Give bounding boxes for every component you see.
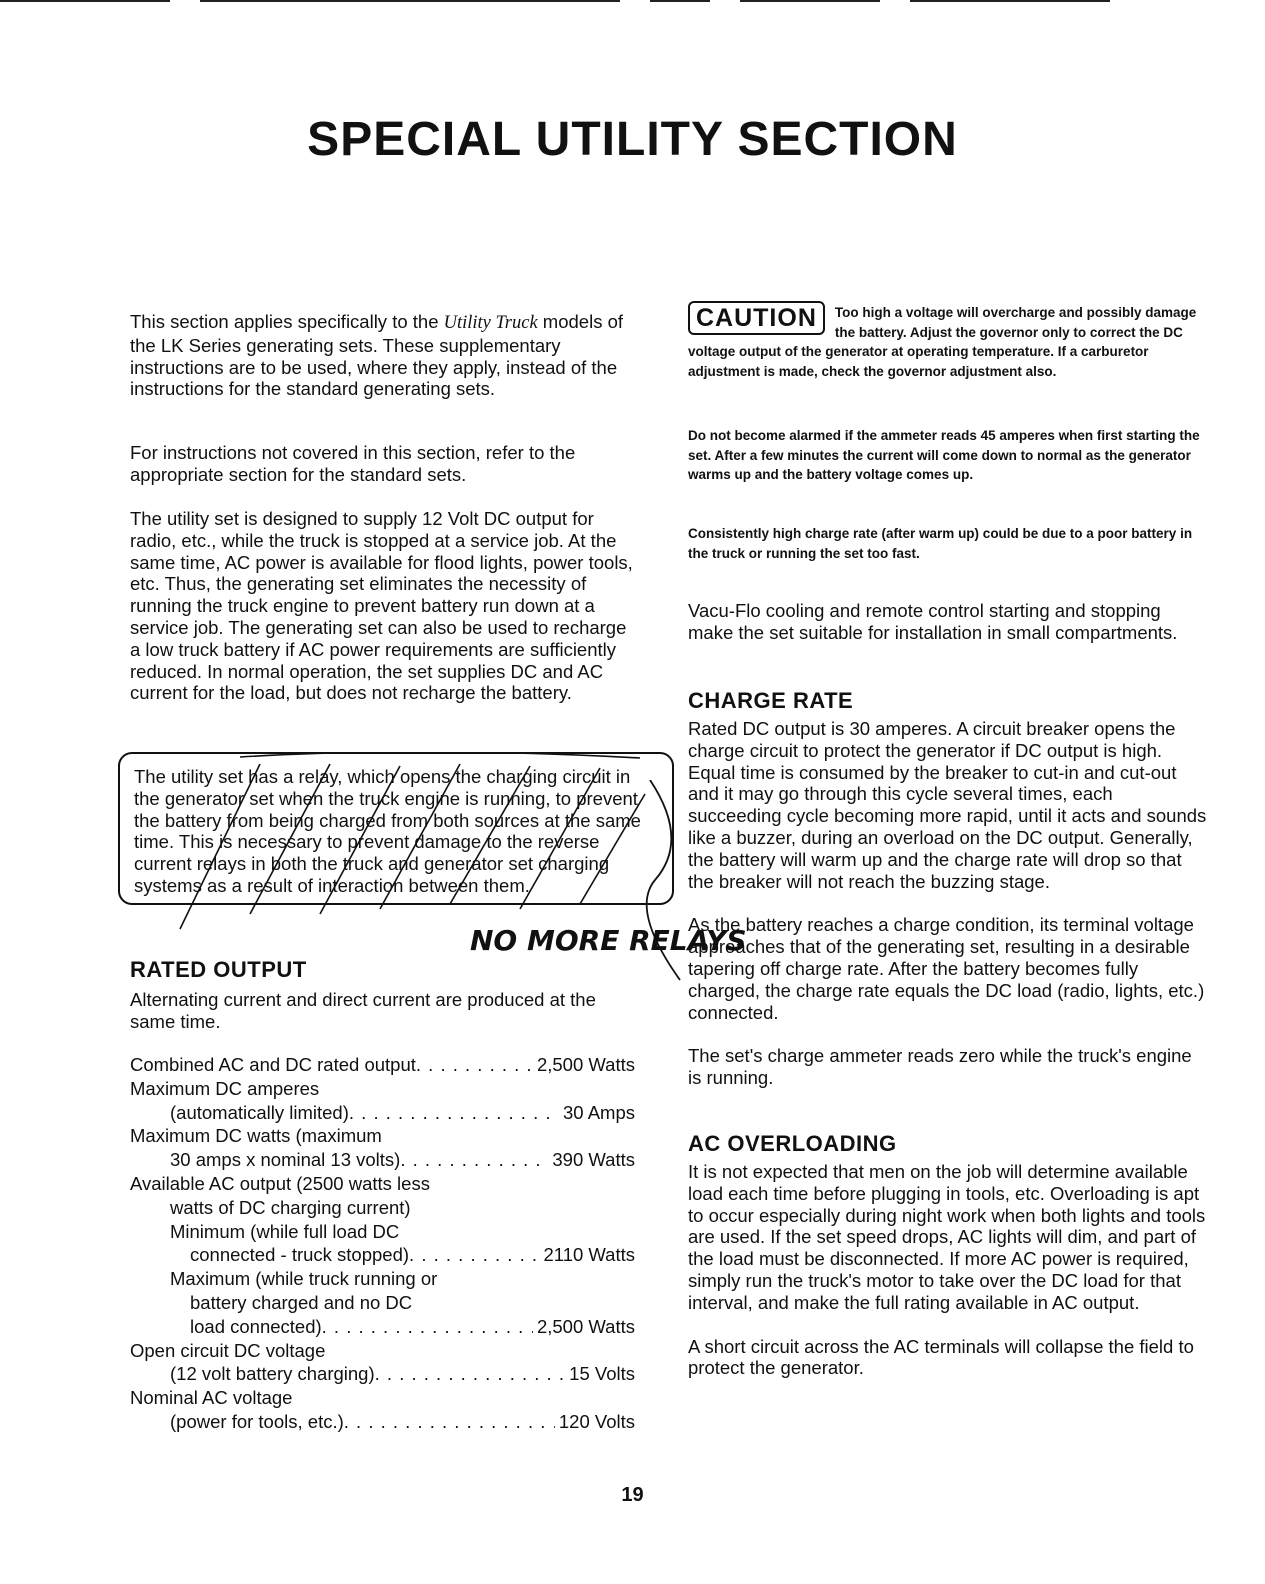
spec-label: Maximum DC amperes [130, 1077, 320, 1099]
page-title: SPECIAL UTILITY SECTION [307, 113, 958, 166]
relay-note-box [130, 752, 641, 905]
spec-label: (12 volt battery charging) [170, 1363, 375, 1385]
rated-output-section [130, 957, 635, 1033]
spec-label: (automatically limited) [170, 1101, 349, 1123]
relay-text: The utility set has a relay, which opens the charging circuit in the generator set when the truck engine is running, to prevent the battery from being charged from both sources at the same time. This is necessary to prevent damage to the reverse current relays in both the truck and generator set charging systems as a result of interaction between them. [134, 766, 641, 896]
alarm-note [688, 426, 1208, 485]
spec-label: load connected) [190, 1315, 322, 1337]
spec-row [130, 1124, 635, 1148]
spec-row [130, 1148, 635, 1172]
spec-label: Maximum (while truck running or [170, 1268, 438, 1290]
spec-value: 15 Volts [569, 1363, 635, 1385]
spec-row [130, 1220, 635, 1244]
caution-text: Too high a voltage will overcharge and possibly damage the battery. Adjust the governor only to correct the DC voltage output of the generator at operating temperature. If a carburetor adjustment is made, check the governor adjustment also. [688, 305, 1197, 379]
spec-leader-dots [349, 1101, 559, 1125]
intro-paragraph [130, 311, 635, 400]
caution-block [688, 303, 1208, 381]
charge-rate-section [688, 688, 1208, 1089]
spec-row [130, 1172, 635, 1196]
spec-row [130, 1315, 635, 1339]
top-rule [0, 0, 1265, 3]
spec-label: Combined AC and DC rated output [130, 1054, 416, 1075]
rated-output-text: Alternating current and direct current are produced at the same time. [130, 989, 596, 1032]
spec-row [130, 1196, 635, 1220]
page-number: 19 [621, 1484, 644, 1506]
spec-row [130, 1077, 635, 1101]
spec-label: watts of DC charging current) [170, 1196, 411, 1218]
spec-label: 30 amps x nominal 13 volts) [170, 1149, 401, 1171]
intro-text-end: models of the LK Series generating sets. These supplementary instructions are to be used, where they apply, instead of the instructions for the standard generating sets. [130, 311, 624, 400]
spec-label: Available AC output (2500 watts less [130, 1172, 430, 1194]
spec-label: battery charged and no DC [190, 1291, 413, 1313]
vacuflo-paragraph [688, 600, 1208, 644]
spec-leader-dots [375, 1362, 566, 1386]
charge-rate-text-3: The set's charge ammeter reads zero while the truck's engine is running. [688, 1045, 1192, 1089]
spec-row [130, 1267, 635, 1291]
alarm-text: Do not become alarmed if the ammeter reads 45 amperes when first starting the set. After a few minutes the current will come down to normal as the generator warms up and the battery voltage comes up. [688, 428, 1200, 482]
spec-row [130, 1410, 635, 1434]
handwritten-note: NO MORE RELAYS [470, 924, 747, 957]
spec-leader-dots [344, 1410, 555, 1434]
spec-row [130, 1101, 635, 1125]
instructions-text: For instructions not covered in this section, refer to the appropriate section for the standard sets. [130, 442, 576, 485]
spec-leader-dots [322, 1315, 533, 1339]
spec-label: Minimum (while full load DC [170, 1220, 400, 1242]
spec-row [130, 1053, 635, 1077]
spec-row [130, 1291, 635, 1315]
consistent-note [688, 524, 1208, 563]
ac-overloading-heading: AC OVERLOADING [688, 1131, 897, 1156]
ac-overloading-text-1: It is not expected that men on the job will determine available load each time before plugging in tools, etc. Overloading is apt to occur especially during night work when both lights and tools are used. If the set speed drops, AC lights will dim, and part of the load must be disconnected. If more AC power is required, simply run the truck's motor to take over the DC load for that interval, and make the full rating available in AC output. [688, 1161, 1206, 1313]
spec-list [130, 1053, 635, 1434]
spec-leader-dots [400, 1148, 548, 1172]
vacuflo-text: Vacu-Flo cooling and remote control starting and stopping make the set suitable for installation in small compartments. [688, 600, 1178, 643]
consistent-text: Consistently high charge rate (after warm up) could be due to a poor battery in the truck or running the set too fast. [688, 526, 1193, 561]
spec-label: Nominal AC voltage [130, 1387, 293, 1409]
caution-badge: CAUTION [688, 301, 825, 335]
spec-row [130, 1243, 635, 1267]
spec-row [130, 1339, 635, 1363]
spec-label: connected - truck stopped) [190, 1244, 410, 1266]
spec-value: 2,500 Watts [536, 1054, 635, 1075]
spec-label: (power for tools, etc.) [170, 1410, 344, 1432]
spec-value: 390 Watts [552, 1149, 635, 1171]
charge-rate-text-1: Rated DC output is 30 amperes. A circuit breaker opens the charge circuit to protect the generator if DC output is high. Equal time is consumed by the breaker to cut-in and cut-out and it may go through this cycle several times, each succeeding cycle becoming more rapid, until it acts and sounds like a buzzer, during an overload on the DC output. Generally, the battery will warm up and the charge rate will drop so that the breaker will not reach the buzzing stage. [688, 718, 1207, 892]
spec-label: Open circuit DC voltage [130, 1339, 326, 1361]
utility-set-paragraph [130, 508, 635, 704]
charge-rate-text-2: As the battery reaches a charge condition, its terminal voltage approaches that of the generating set, resulting in a desirable tapering off charge rate. After the battery becomes fully charged, the charge rate equals the DC load (radio, lights, etc.) connected. [688, 914, 1205, 1023]
charge-rate-heading: CHARGE RATE [688, 688, 854, 713]
instructions-paragraph [130, 442, 635, 486]
utility-set-text: The utility set is designed to supply 12 Volt DC output for radio, etc., while the truck is stopped at a service job. At the same time, AC power is available for flood lights, power tools, etc. Thus, the generating set eliminates the necessity of running the truck engine to prevent battery run down at a service job. The generating set can also be used to recharge a low truck battery if AC power requirements are sufficiently reduced. In normal operation, the set supplies DC and AC current for the load, but does not recharge the battery. [130, 508, 633, 704]
ac-overloading-text-2: A short circuit across the AC terminals will collapse the field to protect the generator. [688, 1335, 1194, 1379]
ac-overloading-section [688, 1131, 1208, 1379]
spec-row [130, 1386, 635, 1410]
rated-output-heading: RATED OUTPUT [130, 957, 307, 982]
spec-value: 30 Amps [563, 1101, 635, 1123]
spec-value: 120 Volts [558, 1410, 635, 1432]
spec-value: 2110 Watts [543, 1244, 635, 1266]
spec-row [130, 1362, 635, 1386]
spec-leader-dots [409, 1243, 539, 1267]
spec-value: 2,500 Watts [536, 1315, 635, 1337]
spec-label: Maximum DC watts (maximum [130, 1125, 382, 1147]
intro-text-start: This section applies specifically to the [130, 311, 444, 332]
spec-leader-dots [416, 1053, 533, 1077]
product-name: Utility Truck [443, 313, 538, 333]
